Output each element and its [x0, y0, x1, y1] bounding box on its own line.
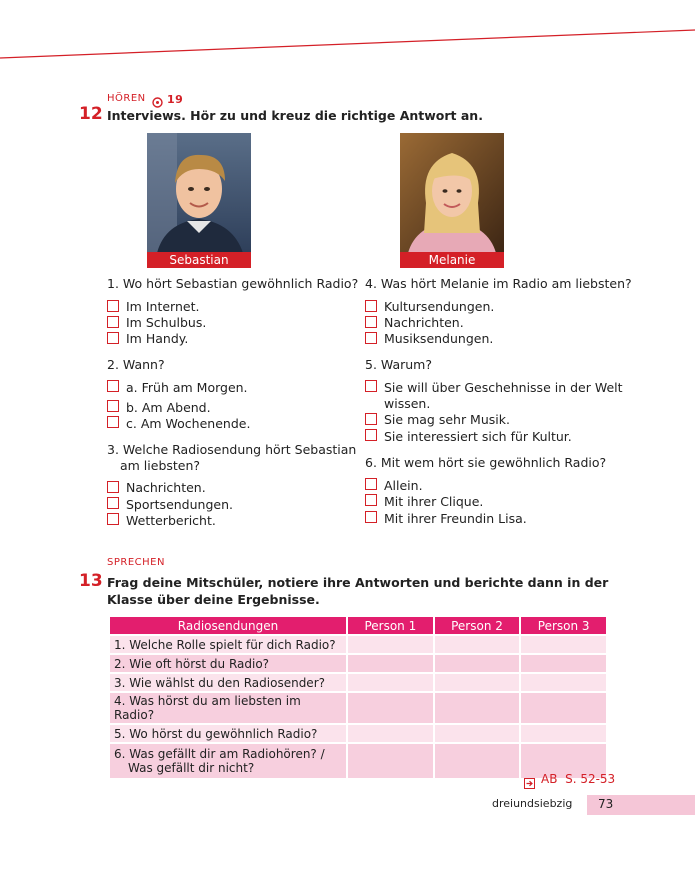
- exercise-number-13: 13: [79, 571, 103, 591]
- option-text: Kultursendungen.: [384, 299, 495, 314]
- column-header: Radiosendungen: [110, 617, 346, 634]
- answer-cell[interactable]: [348, 725, 433, 742]
- answer-cell[interactable]: [435, 725, 520, 742]
- question-2: 2. Wann?: [107, 357, 165, 372]
- answer-cell[interactable]: [348, 693, 433, 723]
- table-header-row: [110, 617, 606, 634]
- answer-cell[interactable]: [521, 655, 606, 672]
- track-number: 19: [167, 93, 184, 106]
- header-rule: [0, 0, 695, 70]
- answer-cell[interactable]: [348, 744, 433, 778]
- table-row: [110, 725, 606, 742]
- checkbox[interactable]: [365, 300, 377, 312]
- column-header: Person 1: [348, 617, 433, 634]
- checkbox[interactable]: [107, 300, 119, 312]
- answer-cell[interactable]: [348, 636, 433, 653]
- checkbox[interactable]: [107, 416, 119, 428]
- option-text: Sportsendungen.: [126, 497, 233, 512]
- checkbox[interactable]: [365, 332, 377, 344]
- checkbox[interactable]: [365, 413, 377, 425]
- option-text: Im Schulbus.: [126, 315, 207, 330]
- checkbox[interactable]: [107, 332, 119, 344]
- answer-cell[interactable]: [348, 655, 433, 672]
- table-row: [110, 655, 606, 672]
- option-text: c. Am Wochenende.: [126, 416, 251, 431]
- table-row: [110, 674, 606, 691]
- photo-melanie: [400, 133, 504, 253]
- workbook-reference[interactable]: AB S. 52-53: [541, 772, 616, 786]
- option-text: Wetterbericht.: [126, 513, 216, 528]
- question-5: 5. Warum?: [365, 357, 432, 372]
- option-text: Mit ihrer Freundin Lisa.: [384, 511, 527, 526]
- checkbox[interactable]: [107, 497, 119, 509]
- exercise-12-instruction: Interviews. Hör zu und kreuz die richtige Antwort an.: [107, 108, 483, 123]
- answer-cell[interactable]: [435, 655, 520, 672]
- option-text-continued: wissen.: [384, 396, 431, 411]
- table-row: [110, 744, 606, 778]
- option-text: Nachrichten.: [126, 480, 206, 495]
- question-3-line-2: am liebsten?: [120, 458, 201, 473]
- name-label-melanie: Melanie: [400, 252, 504, 268]
- option-text: Sie will über Geschehnisse in der Welt: [384, 380, 623, 395]
- checkbox[interactable]: [365, 494, 377, 506]
- option-text: a. Früh am Morgen.: [126, 380, 248, 395]
- answer-cell[interactable]: [435, 693, 520, 723]
- column-header: Person 2: [435, 617, 520, 634]
- exercise-13-instruction-line-1: Frag deine Mitschüler, notiere ihre Antworten und berichte dann in der: [107, 575, 609, 590]
- exercise-number-12: 12: [79, 104, 103, 124]
- option-text: Sie interessiert sich für Kultur.: [384, 429, 572, 444]
- question-3-line-1: 3. Welche Radiosendung hört Sebastian: [107, 442, 357, 457]
- option-text: Sie mag sehr Musik.: [384, 412, 510, 427]
- arrow-box-icon: [524, 774, 535, 793]
- answer-cell[interactable]: [435, 744, 520, 778]
- row-question-line-2: Was gefällt dir nicht?: [128, 761, 255, 775]
- row-question: 5. Wo hörst du gewöhnlich Radio?: [110, 725, 346, 742]
- row-question: 1. Welche Rolle spielt für dich Radio?: [110, 636, 346, 653]
- option-text: Im Handy.: [126, 331, 189, 346]
- row-question: 3. Wie wählst du den Radiosender?: [110, 674, 346, 691]
- checkbox[interactable]: [365, 478, 377, 490]
- row-question-line-1: 6. Was gefällt dir am Radiohören? /: [114, 747, 325, 761]
- row-question: 2. Wie oft hörst du Radio?: [110, 655, 346, 672]
- checkbox[interactable]: [365, 380, 377, 392]
- table-row: [110, 636, 606, 653]
- section-label-hoeren: HÖREN: [107, 93, 146, 104]
- checkbox[interactable]: [107, 316, 119, 328]
- checkbox[interactable]: [107, 380, 119, 392]
- column-header: Person 3: [521, 617, 606, 634]
- page-number: 73: [598, 797, 614, 811]
- photo-sebastian: [147, 133, 251, 253]
- answer-cell[interactable]: [521, 674, 606, 691]
- checkbox[interactable]: [107, 481, 119, 493]
- option-text: Musiksendungen.: [384, 331, 494, 346]
- question-1: 1. Wo hört Sebastian gewöhnlich Radio?: [107, 276, 359, 291]
- option-text: Nachrichten.: [384, 315, 464, 330]
- answer-cell[interactable]: [435, 674, 520, 691]
- page-number-word: dreiundsiebzig: [492, 797, 573, 810]
- name-label-sebastian: Sebastian: [147, 252, 251, 268]
- option-text: Allein.: [384, 478, 423, 493]
- exercise-13-instruction-line-2: Klasse über deine Ergebnisse.: [107, 592, 320, 607]
- checkbox[interactable]: [365, 316, 377, 328]
- option-text: Mit ihrer Clique.: [384, 494, 484, 509]
- option-text: b. Am Abend.: [126, 400, 211, 415]
- answer-cell[interactable]: [435, 636, 520, 653]
- answer-cell[interactable]: [348, 674, 433, 691]
- checkbox[interactable]: [107, 400, 119, 412]
- checkbox[interactable]: [365, 429, 377, 441]
- row-question: 4. Was hörst du am liebsten im Radio?: [110, 693, 346, 723]
- section-label-sprechen: SPRECHEN: [107, 557, 165, 568]
- question-6: 6. Mit wem hört sie gewöhnlich Radio?: [365, 455, 607, 470]
- survey-table: [108, 615, 608, 780]
- checkbox[interactable]: [365, 511, 377, 523]
- answer-cell[interactable]: [521, 636, 606, 653]
- row-question: [110, 744, 346, 778]
- option-text: Im Internet.: [126, 299, 200, 314]
- answer-cell[interactable]: [521, 693, 606, 723]
- checkbox[interactable]: [107, 513, 119, 525]
- answer-cell[interactable]: [521, 725, 606, 742]
- table-row: [110, 693, 606, 723]
- question-4: 4. Was hört Melanie im Radio am liebsten?: [365, 276, 632, 291]
